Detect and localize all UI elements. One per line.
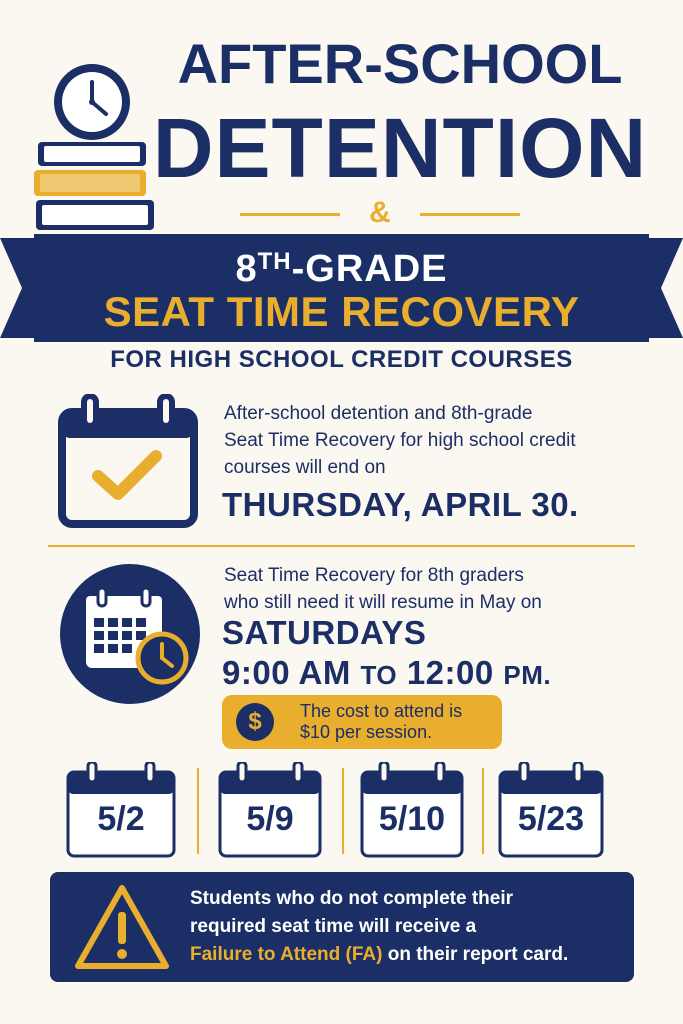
- ampersand: &: [369, 196, 391, 229]
- warning-box: [50, 872, 634, 982]
- end-notice-line2: Seat Time Recovery for high school credit: [224, 430, 576, 451]
- resume-day: SATURDAYS: [222, 614, 427, 651]
- clock-books-illustration: [30, 62, 160, 238]
- section-divider: [48, 545, 635, 547]
- banner-grade-line: [60, 248, 623, 291]
- resume-notice-text: [224, 562, 644, 616]
- warning-line2: required seat time will receive a: [190, 916, 477, 937]
- time-to: TO: [360, 660, 398, 690]
- end-notice-text: [224, 400, 644, 481]
- date-label: 5/10: [378, 800, 446, 838]
- warning-line1: Students who do not complete their: [190, 888, 513, 909]
- warning-line3-rest: on their report card.: [382, 944, 569, 965]
- date-card: [498, 762, 604, 858]
- grade-number: 8: [235, 248, 258, 290]
- resume-time: [222, 654, 551, 694]
- cost-line2: $10 per session.: [300, 722, 433, 742]
- end-notice-line1: After-school detention and 8th-grade: [224, 403, 533, 424]
- subtitle: FOR HIGH SCHOOL CREDIT COURSES: [110, 346, 573, 373]
- warning-icon: [74, 882, 170, 972]
- ampersand-divider: [240, 196, 520, 232]
- date-card: [66, 762, 176, 858]
- warning-highlight: Failure to Attend (FA): [190, 944, 383, 965]
- banner-program-title: SEAT TIME RECOVERY: [103, 288, 580, 335]
- calendar-clock-icon: [58, 562, 202, 706]
- date-card: [218, 762, 322, 858]
- clock-icon: [54, 64, 130, 140]
- date-label: 5/2: [97, 800, 145, 838]
- date-label: 5/23: [517, 800, 585, 838]
- date-card: [360, 762, 464, 858]
- warning-line3: [190, 944, 630, 966]
- calendar-check-icon: [58, 394, 198, 528]
- date-separator: [342, 768, 344, 854]
- dollar-coin-icon: $: [236, 703, 274, 741]
- resume-notice-line1: Seat Time Recovery for 8th graders: [224, 565, 524, 586]
- end-notice-line3: courses will end on: [224, 457, 386, 478]
- title-line1: AFTER-SCHOOL: [177, 32, 623, 95]
- date-separator: [197, 768, 199, 854]
- cost-line1: The cost to attend is: [300, 701, 463, 721]
- time-end: 12:00: [406, 654, 494, 691]
- time-end-suffix: PM.: [503, 660, 552, 690]
- title-line2: DETENTION: [152, 101, 648, 195]
- date-separator: [482, 768, 484, 854]
- resume-notice-line2: who still need it will resume in May on: [224, 592, 542, 613]
- cost-badge: [222, 695, 502, 749]
- grade-rest: -GRADE: [291, 248, 448, 290]
- grade-suffix: TH: [257, 248, 292, 275]
- time-start: 9:00 AM: [222, 654, 351, 691]
- date-label: 5/9: [246, 800, 294, 838]
- cost-text: [300, 701, 500, 743]
- end-date: THURSDAY, APRIL 30.: [222, 486, 579, 523]
- books-icon: [34, 142, 154, 230]
